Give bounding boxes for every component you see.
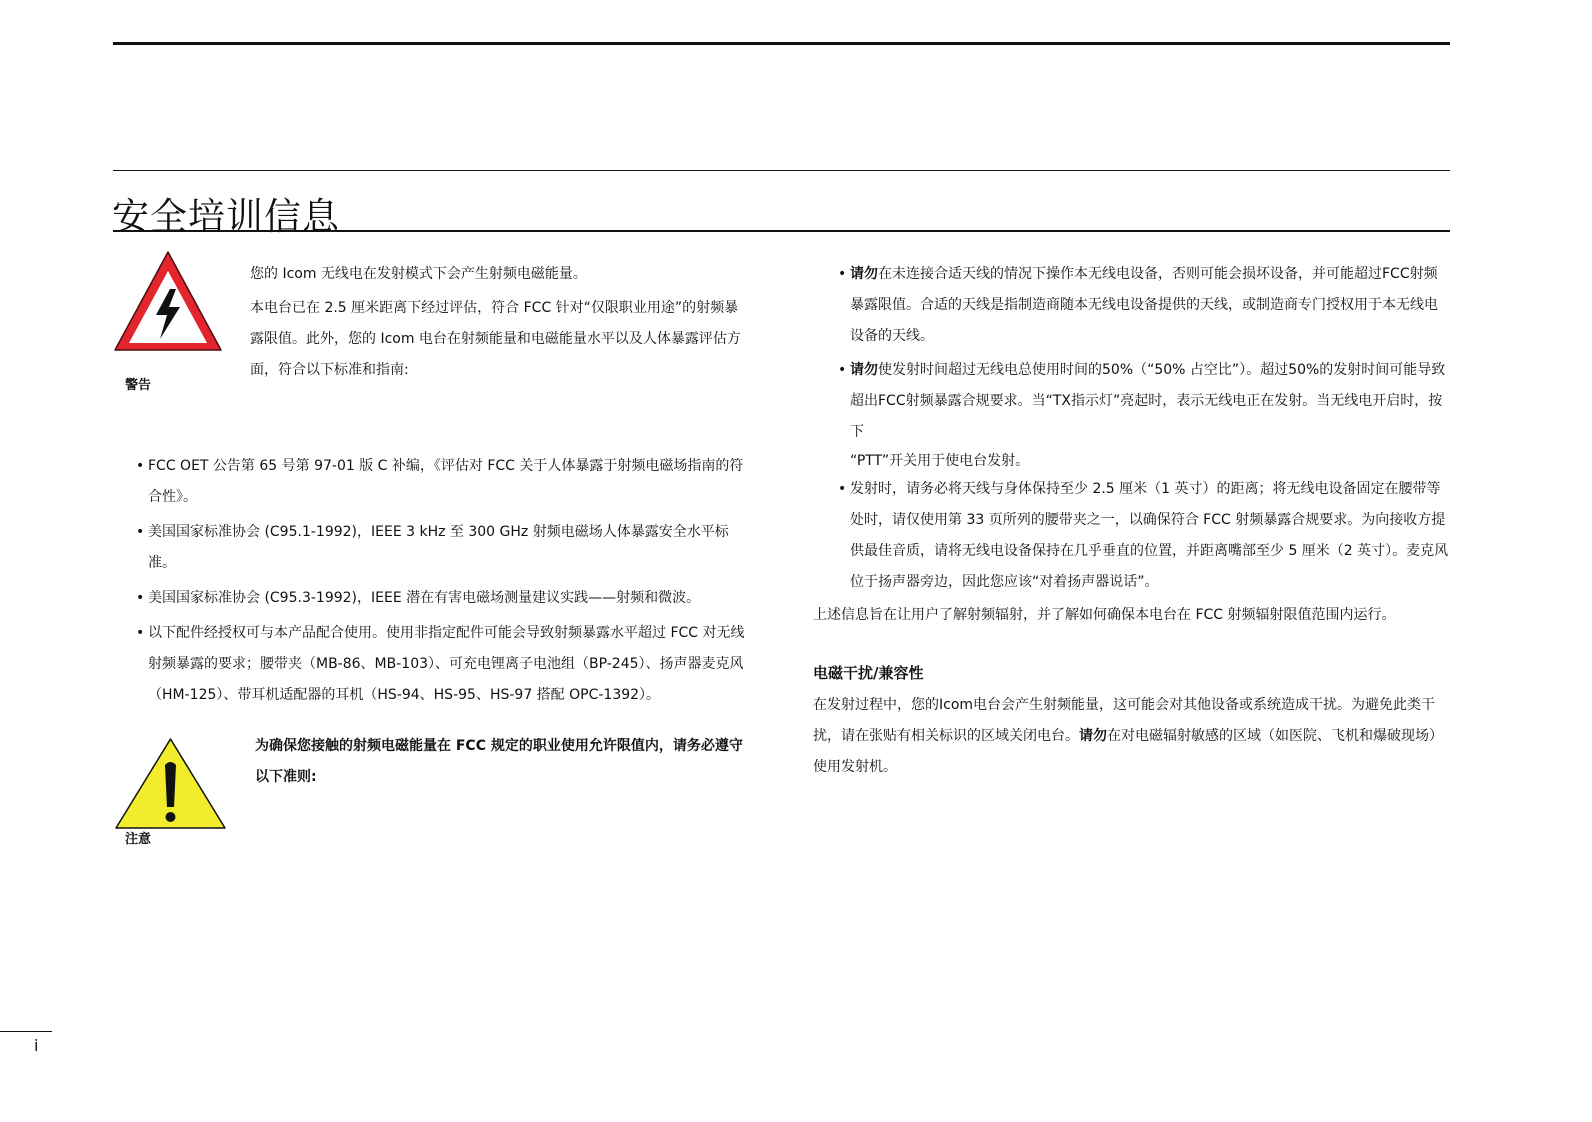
list-item: • FCC OET 公告第 65 号第 97-01 版 C 补编，《评估对 FCC 关于人体暴露于射频电磁场指南的符合性》。 xyxy=(136,458,744,505)
caution-text: 为确保您接触的射频电磁能量在 FCC 规定的职业使用允许限值内，请务必遵守以下准则: xyxy=(255,738,743,785)
warning-paragraph-1: 您的 Icom 无线电在发射模式下会产生射频电磁能量。 xyxy=(250,266,587,282)
caution-icon-label: 注意 xyxy=(125,832,152,847)
guidelines-list xyxy=(838,259,1449,598)
list-item: • 请勿使发射时间超过无线电总使用时间的50%（“50% 占空比”）。超过50%的发射时间可能导致超出FCC射频暴露合规要求。当“TX指示灯”亮起时，表示无线电正在发射。当无线电开启时，按下 “PTT”开关用于使电台发射。 xyxy=(838,355,1449,474)
emi-text: 在发射过程中，您的Icom电台会产生射频能量，这可能会对其他设备或系统造成干扰。为避免此类干扰，请在张贴有相关标识的区域关闭电台。请勿在对电磁辐射敏感的区域（如医院、飞机和爆破现场）使用发射机。 xyxy=(813,697,1443,775)
top-rule xyxy=(113,42,1450,45)
caution-icon xyxy=(114,737,227,830)
list-item: • 以下配件经授权可与本产品配合使用。使用非指定配件可能会导致射频暴露水平超过 FCC 对无线射频暴露的要求；腰带夹（MB-86、MB-103）、可充电锂离子电池组（BP-245）、扬声器麦克风（HM-125）、带耳机适配器的耳机（HS-94、HS-95、HS-97 搭配 OPC-1392）。 xyxy=(136,625,745,703)
page-number: i xyxy=(34,1036,39,1055)
warning-text xyxy=(250,259,747,386)
list-item: • 发射时，请务必将天线与身体保持至少 2.5 厘米（1 英寸）的距离；将无线电设备固定在腰带等处时，请仅使用第 33 页所列的腰带夹之一，以确保符合 FCC 射频暴露合规要求。为向接收方提供最佳音质，请将无线电设备保持在几乎垂直的位置，并距离嘴部至少 5 厘米（2 英寸）。麦克风位于扬声器旁边，因此您应该“对着扬声器说话”。 xyxy=(838,481,1449,590)
list-item: • 美国国家标准协会 (C95.3-1992)，IEEE 潜在有害电磁场测量建议实践——射频和微波。 xyxy=(136,590,701,606)
warning-paragraph-2: 本电台已在 2.5 厘米距离下经过评估，符合 FCC 针对“仅限职业用途”的射频暴露限值。此外，您的 Icom 电台在射频能量和电磁能量水平以及人体暴露评估方面，符合以下标准和指南: xyxy=(250,300,741,378)
summary-text: 上述信息旨在让用户了解射频辐射，并了解如何确保本电台在 FCC 射频辐射限值范围内运行。 xyxy=(813,607,1396,623)
title-top-rule xyxy=(113,170,1450,171)
page-title: 安全培训信息 xyxy=(112,195,340,238)
list-item-continuation: “PTT”开关用于使电台发射。 xyxy=(850,453,1030,469)
emi-heading: 电磁干扰/兼容性 xyxy=(813,664,924,682)
warning-icon-label: 警告 xyxy=(125,378,152,393)
footer-rule xyxy=(0,1031,52,1032)
warning-icon xyxy=(112,249,224,353)
standards-list xyxy=(136,451,748,711)
list-item: • 请勿在未连接合适天线的情况下操作本无线电设备，否则可能会损坏设备，并可能超过FCC射频暴露限值。合适的天线是指制造商随本无线电设备提供的天线，或制造商专门授权用于本无线电设备的天线。 xyxy=(838,266,1438,344)
list-item: • 美国国家标准协会 (C95.1-1992)，IEEE 3 kHz 至 300 GHz 射频电磁场人体暴露安全水平标准。 xyxy=(136,524,729,571)
